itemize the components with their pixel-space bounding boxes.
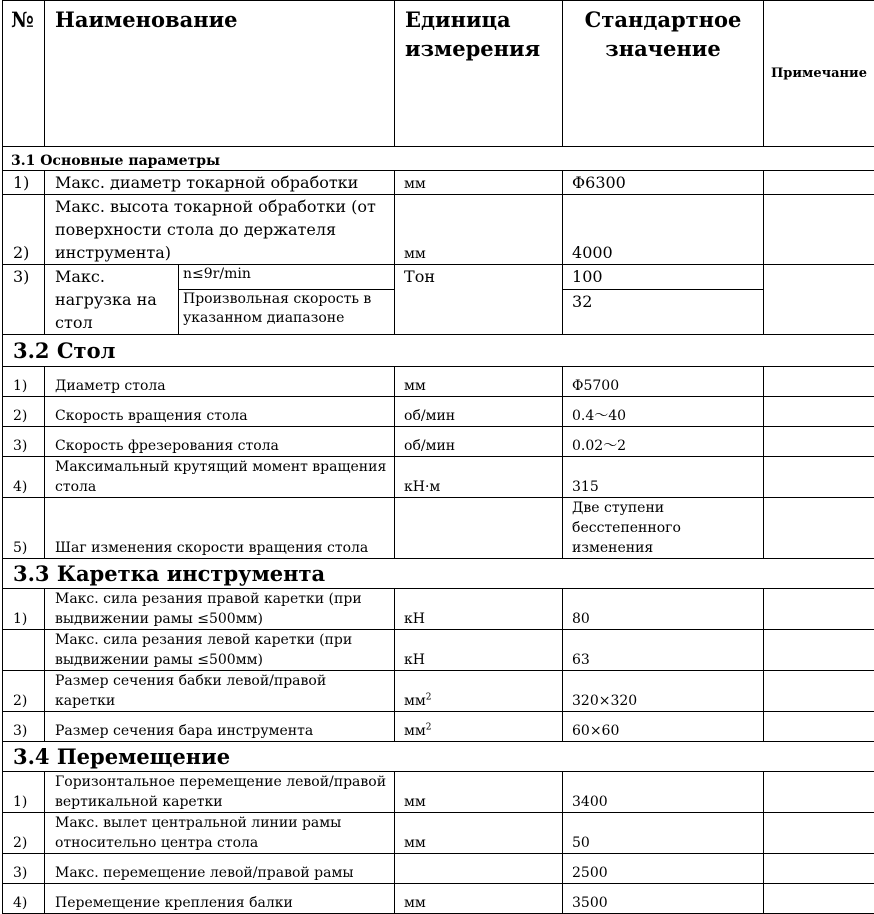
table-row bbox=[3, 265, 874, 290]
header-note: Примечание bbox=[764, 1, 874, 147]
row-note bbox=[764, 854, 874, 884]
row-name: Скорость вращения стола bbox=[45, 397, 395, 427]
section-title: 3.4 Перемещение bbox=[3, 742, 874, 772]
row-name: Макс. сила резания правой каретки (при выдвижении рамы ≤500мм) bbox=[45, 589, 395, 630]
row-unit: мм bbox=[395, 367, 563, 397]
load-value-1: 100 bbox=[563, 265, 764, 290]
row-unit: об/мин bbox=[395, 397, 563, 427]
load-value-2: 32 bbox=[563, 290, 764, 335]
unit-text: мм bbox=[404, 723, 426, 739]
load-condition-1: n≤9r/min bbox=[179, 265, 395, 290]
row-name: Макс. высота токарной обработки (от поверхности стола до держателя инструмента) bbox=[45, 195, 395, 265]
row-num: 2) bbox=[3, 397, 45, 427]
row-note bbox=[764, 772, 874, 813]
row-value: 50 bbox=[563, 813, 764, 854]
row-unit bbox=[395, 498, 563, 559]
row-unit: мм bbox=[395, 772, 563, 813]
row-num: 1) bbox=[3, 171, 45, 195]
row-value: 4000 bbox=[563, 195, 764, 265]
table-row bbox=[3, 589, 874, 630]
table-row bbox=[3, 712, 874, 742]
row-value: 3400 bbox=[563, 772, 764, 813]
row-unit: кН bbox=[395, 589, 563, 630]
row-num: 5) bbox=[3, 498, 45, 559]
table-row bbox=[3, 630, 874, 671]
section-title: 3.1 Основные параметры bbox=[3, 147, 874, 171]
row-value: 315 bbox=[563, 457, 764, 498]
row-name: Горизонтальное перемещение левой/правой вертикальной каретки bbox=[45, 772, 395, 813]
row-name: Скорость фрезерования стола bbox=[45, 427, 395, 457]
row-value: 0.4～40 bbox=[563, 397, 764, 427]
row-note bbox=[764, 397, 874, 427]
row-unit: мм bbox=[395, 171, 563, 195]
header-num: № bbox=[3, 1, 45, 147]
table-row bbox=[3, 498, 874, 559]
row-num: 4) bbox=[3, 884, 45, 914]
section-3-4-row bbox=[3, 742, 874, 772]
row-value: 320×320 bbox=[563, 671, 764, 712]
row-value: Φ6300 bbox=[563, 171, 764, 195]
spec-table bbox=[2, 0, 874, 914]
row-num: 3) bbox=[3, 427, 45, 457]
table-row bbox=[3, 884, 874, 914]
row-note bbox=[764, 589, 874, 630]
table-row bbox=[3, 427, 874, 457]
row-note bbox=[764, 265, 874, 335]
row-note bbox=[764, 171, 874, 195]
row-note bbox=[764, 367, 874, 397]
row-name: Диаметр стола bbox=[45, 367, 395, 397]
row-value: 80 bbox=[563, 589, 764, 630]
row-num: 2) bbox=[3, 813, 45, 854]
row-unit: мм bbox=[395, 195, 563, 265]
row-unit bbox=[395, 854, 563, 884]
row-num: 2) bbox=[3, 671, 45, 712]
unit-text: мм bbox=[404, 693, 426, 709]
table-row bbox=[3, 367, 874, 397]
row-note bbox=[764, 630, 874, 671]
row-num: 1) bbox=[3, 772, 45, 813]
row-unit bbox=[395, 712, 563, 742]
table-row bbox=[3, 397, 874, 427]
row-name: Размер сечения бара инструмента bbox=[45, 712, 395, 742]
table-row bbox=[3, 854, 874, 884]
row-note bbox=[764, 427, 874, 457]
row-note bbox=[764, 457, 874, 498]
section-title: 3.3 Каретка инструмента bbox=[3, 559, 874, 589]
row-name: Максимальный крутящий момент вращения стола bbox=[45, 457, 395, 498]
row-name: Макс. сила резания левой каретки (при выдвижении рамы ≤500мм) bbox=[45, 630, 395, 671]
section-3-3-row bbox=[3, 559, 874, 589]
row-value: 2500 bbox=[563, 854, 764, 884]
unit-superscript: 2 bbox=[426, 692, 432, 702]
row-value: 60×60 bbox=[563, 712, 764, 742]
row-unit: кН·м bbox=[395, 457, 563, 498]
row-unit: мм bbox=[395, 813, 563, 854]
row-num: 2) bbox=[3, 195, 45, 265]
row-name: Макс. вылет центральной линии рамы относительно центра стола bbox=[45, 813, 395, 854]
row-name: Размер сечения бабки левой/правой каретки bbox=[45, 671, 395, 712]
row-unit: об/мин bbox=[395, 427, 563, 457]
section-title: 3.2 Стол bbox=[3, 335, 874, 367]
row-num: 1) bbox=[3, 589, 45, 630]
row-num: 3) bbox=[3, 712, 45, 742]
row-unit: мм bbox=[395, 884, 563, 914]
row-value: Φ5700 bbox=[563, 367, 764, 397]
table-row bbox=[3, 671, 874, 712]
table-row bbox=[3, 195, 874, 265]
row-name: Макс. диаметр токарной обработки bbox=[45, 171, 395, 195]
row-name: Макс. перемещение левой/правой рамы bbox=[45, 854, 395, 884]
row-num: 3) bbox=[3, 854, 45, 884]
row-unit: кН bbox=[395, 630, 563, 671]
header-row bbox=[3, 1, 874, 147]
row-num: 4) bbox=[3, 457, 45, 498]
table-row bbox=[3, 457, 874, 498]
row-value: 0.02～2 bbox=[563, 427, 764, 457]
row-note bbox=[764, 813, 874, 854]
row-note bbox=[764, 498, 874, 559]
section-3-2-row bbox=[3, 335, 874, 367]
table-row bbox=[3, 171, 874, 195]
row-value: Две ступени бесстепенного изменения bbox=[563, 498, 764, 559]
row-value: 3500 bbox=[563, 884, 764, 914]
table-row bbox=[3, 772, 874, 813]
section-3-1-row bbox=[3, 147, 874, 171]
row-num: 1) bbox=[3, 367, 45, 397]
unit-superscript: 2 bbox=[426, 722, 432, 732]
row-name: Перемещение крепления балки bbox=[45, 884, 395, 914]
row-name: Шаг изменения скорости вращения стола bbox=[45, 498, 395, 559]
row-note bbox=[764, 884, 874, 914]
table-row bbox=[3, 813, 874, 854]
row-value: 63 bbox=[563, 630, 764, 671]
row-num: 3) bbox=[3, 265, 45, 335]
row-note bbox=[764, 671, 874, 712]
load-condition-2: Произвольная скорость в указанном диапазоне bbox=[179, 290, 395, 335]
header-name: Наименование bbox=[45, 1, 395, 147]
row-note bbox=[764, 712, 874, 742]
row-name: Макс. нагрузка на стол bbox=[45, 265, 179, 335]
header-standard: Стандартное значение bbox=[563, 1, 764, 147]
header-unit: Единица измерения bbox=[395, 1, 563, 147]
spec-document bbox=[2, 0, 874, 901]
row-note bbox=[764, 195, 874, 265]
row-num bbox=[3, 630, 45, 671]
row-unit bbox=[395, 671, 563, 712]
row-unit: Тон bbox=[395, 265, 563, 335]
